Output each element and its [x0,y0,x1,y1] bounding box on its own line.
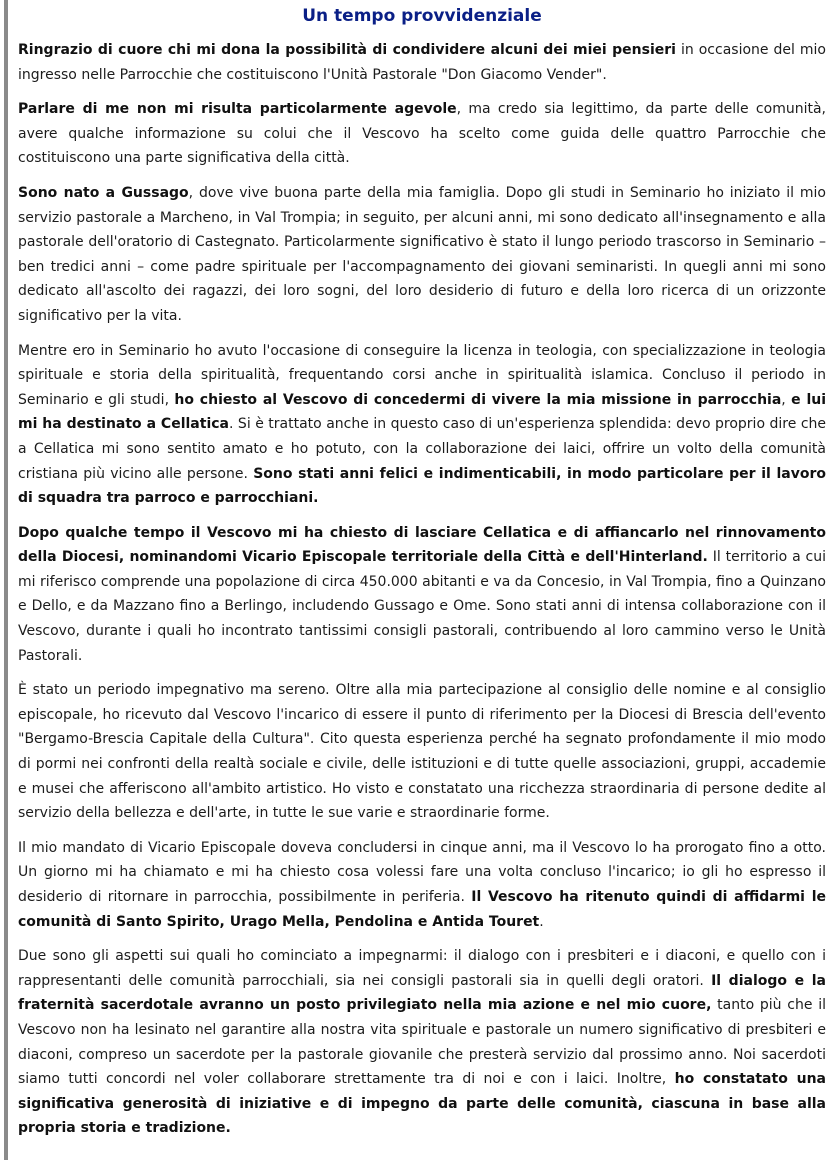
paragraph-1-emphasis: Ringrazio di cuore chi mi dona la possibilità di condividere alcuni dei miei pensieri [18,42,676,58]
paragraph-1 [18,38,826,87]
paragraph-6 [18,678,826,826]
article-title: Un tempo provvidenziale [302,6,542,26]
left-border-rule [4,0,8,1160]
paragraph-7 [18,836,826,934]
paragraph-5-text: Il territorio a cui mi riferisco comprende una popolazione di circa 450.000 abitanti e va da Concesio, in Val Trompia, fino a Quinzano e Dello, e da Mazzano fino a Berlingo, includendo Gussago e Ome. Sono stati anni di intensa collaborazione con il Vescovo, durante i quali ho incontrato tantissimi consigli pastorali, contribuendo al loro cammino verso le Unità Pastorali. [18,549,826,664]
paragraph-3 [18,181,826,329]
paragraph-3-text: , dove vive buona parte della mia famiglia. Dopo gli studi in Seminario ho iniziato il mio servizio pastorale a Marcheno, in Val Trompia; in seguito, per alcuni anni, mi sono dedicato all'insegnamento e alla pastorale dell'oratorio di Castegnato. Particolarmente significativo è stato il lungo periodo trascorso in Seminario – ben tredici anni – come padre spirituale per l'accompagnamento dei giovani seminaristi. In quegli anni mi sono dedicato all'ascolto dei ragazzi, dei loro sogni, del loro desiderio di futuro e della loro ricerca di un orizzonte significativo per la vita. [18,184,826,324]
article [18,0,826,1151]
paragraph-4 [18,339,826,511]
paragraph-2-emphasis: Parlare di me non mi risulta particolarmente agevole [18,101,457,118]
paragraph-2-text: , ma credo sia legittimo, da parte delle comunità, avere qualche informazione su colui che il Vescovo ha scelto come guida delle quattro Parrocchie che costituiscono una parte significativa della città. [18,101,826,167]
paragraph-8-text-a: Due sono gli aspetti sui quali ho cominciato a impegnarmi: il dialogo con i presbiteri e i diaconi, e quello con i rappresentanti delle comunità parrocchiali, sia nei consigli pastorali sia in quelli degli oratori. [18,948,826,989]
paragraph-5-emphasis: Dopo qualche tempo il Vescovo mi ha chiesto di lasciare Cellatica e di affiancarlo nel rinnovamento della Diocesi, nominandomi Vicario Episcopale territoriale della Città e dell'Hinterland. [18,524,826,566]
paragraph-4-text-b: , [781,391,792,408]
paragraph-4-text-a: Mentre ero in Seminario ho avuto l'occasione di conseguire la licenza in teologia, con specializzazione in teologia spirituale e storia della spiritualità, frequentando corsi anche in spiritualità islamica. Concluso il periodo in Seminario e gli studi, [18,342,826,408]
paragraph-8-emphasis-b: ho constatato una significativa generosità di iniziative e di impegno da parte delle comunità, ciascuna in base alla propria storia e tradizione. [18,1071,826,1137]
paragraph-1-text: in occasione del mio ingresso nelle Parrocchie che costituiscono l'Unità Pastorale "Don Giacomo Vender". [18,42,826,83]
paragraph-8-emphasis-a: Il dialogo e la fraternità sacerdotale avranno un posto privilegiato nella mia azione e nel mio cuore, [18,972,826,1014]
paragraph-8 [18,944,826,1141]
paragraph-3-emphasis: Sono nato a Gussago [18,184,189,201]
paragraph-7-text-a: Il mio mandato di Vicario Episcopale doveva concludersi in cinque anni, ma il Vescovo lo ha prorogato fino a otto. Un giorno mi ha chiamato e mi ha chiesto cosa volessi fare una volta concluso l'incarico; io gli ho espresso il desiderio di ritornare in parrocchia, possibilmente in periferia. [18,839,826,905]
paragraph-2 [18,97,826,171]
paragraph-5 [18,521,826,669]
paragraph-6-text: È stato un periodo impegnativo ma sereno. Oltre alla mia partecipazione al consiglio delle nomine e al consiglio episcopale, ho ricevuto dal Vescovo l'incarico di essere il punto di riferimento per la Diocesi di Brescia dell'evento "Bergamo-Brescia Capitale della Cultura". Cito questa esperienza perché ha segnato profondamente il mio modo di pormi nei confronti della realtà sociale e civile, delle istituzioni e di tutte quelle associazioni, gruppi, accademie e musei che afferiscono all'ambito artistico. Ho visto e constatato una ricchezza straordinaria di persone dedite al servizio della bellezza e dell'arte, in tutte le sue varie e straordinarie forme. [18,682,826,822]
paragraph-4-emphasis-a: ho chiesto al Vescovo di concedermi di vivere la mia missione in parrocchia [174,391,782,408]
paragraph-4-text-c: . Si è trattato anche in questo caso di un'esperienza splendida: devo proprio dire che a Cellatica mi sono sentito amato e ho potuto, con la collaborazione dei laici, offrire un volto della comunità cristiana più vicino alle persone. [18,416,826,482]
paragraph-7-emphasis: Il Vescovo ha ritenuto quindi di affidarmi le comunità di Santo Spirito, Urago Mella, Pendolina e Antida Touret [18,889,826,930]
paragraph-4-emphasis-b: e lui mi ha destinato a Cellatica [18,391,827,433]
paragraph-4-emphasis-c: Sono stati anni felici e indimenticabili, in modo particolare per il lavoro di squadra tra parroco e parrocchiani. [18,465,827,507]
paragraph-7-text-b: . [539,913,544,930]
paragraph-8-text-b: tanto più che il Vescovo non ha lesinato nel garantire alla nostra vita spirituale e pastorale un numero significativo di presbiteri e diaconi, compreso un sacerdote per la pastorale giovanile che presterà servizio dal prossimo anno. Noi sacerdoti siamo tutti concordi nel voler collaborare strettamente tra di noi e con i laici. Inoltre, [18,997,826,1088]
